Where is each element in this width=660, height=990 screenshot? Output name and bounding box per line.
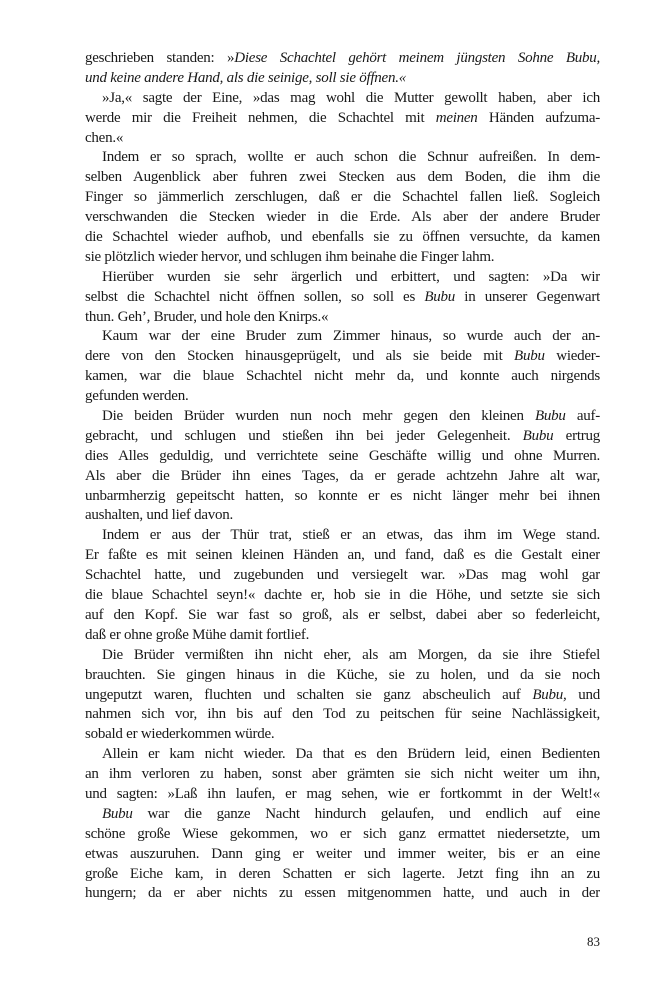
text-line — [85, 884, 600, 904]
text-run: in unserer Gegenwart — [455, 288, 600, 305]
text-line — [85, 865, 600, 885]
text-run: sie plötzlich wieder hervor, und schlugen ihm beinahe die Finger lahm. — [85, 248, 495, 265]
italic-text-run: und keine andere Hand, als die seinige, soll sie öffnen.« — [85, 69, 406, 86]
text-line — [85, 129, 600, 149]
text-run: und sagten: »Laß ihn laufen, er mag sehen, wie er fortkommt in der Welt!« — [85, 785, 600, 802]
text-line — [85, 805, 600, 825]
text-line — [85, 268, 600, 288]
italic-text-run: Bubu — [424, 288, 456, 305]
text-line — [85, 467, 600, 487]
text-line — [85, 745, 600, 765]
text-line — [85, 69, 600, 89]
text-line — [85, 606, 600, 626]
text-line — [85, 367, 600, 387]
text-run: wieder- — [544, 348, 600, 365]
text-line — [85, 845, 600, 865]
text-line — [85, 705, 600, 725]
text-line — [85, 566, 600, 586]
text-run: Händen aufzuma- — [477, 109, 600, 126]
text-run: an ihm verloren zu haben, sonst aber grämten sie sich nicht weiter um ihn, — [85, 766, 600, 783]
text-line — [85, 327, 600, 347]
text-line — [85, 526, 600, 546]
text-line — [85, 646, 600, 666]
text-line — [85, 387, 600, 407]
text-run: nahmen sich vor, ihn bis auf den Tod zu peitschen für seine Nachlässigkeit, — [85, 706, 600, 723]
text-run: Als aber die Brüder ihn eines Tages, da er gerade achtzehn Jahre alt war, — [85, 467, 600, 484]
text-line — [85, 208, 600, 228]
text-run: selbst die Schachtel nicht öffnen sollen, so soll es — [85, 288, 425, 305]
text-run: große Eiche kam, in deren Schatten er sich lagerte. Jetzt fing ihn an zu — [85, 865, 600, 882]
text-line — [85, 666, 600, 686]
text-run: Indem er so sprach, wollte er auch schon die Schnur aufreißen. In dem- — [102, 149, 600, 166]
text-line — [85, 407, 600, 427]
text-run: kamen, war die blaue Schachtel nicht mehr da, und konnte auch nirgends — [85, 368, 600, 385]
text-line — [85, 506, 600, 526]
text-run: daß er ohne große Mühe damit fortlief. — [85, 626, 310, 643]
text-run: chen.« — [85, 129, 124, 146]
text-line — [85, 686, 600, 706]
text-run: werde mir die Freiheit nehmen, die Schachtel mit — [85, 109, 436, 126]
text-run: Indem er aus der Thür trat, stieß er an etwas, das ihm im Wege stand. — [102, 527, 600, 544]
text-run: gebracht, und schlugen und stießen ihn bei jeder Gelegenheit. — [85, 427, 523, 444]
text-run: dies Alles geduldig, und verrichtete seine Geschäfte willig und ohne Murren. — [85, 447, 600, 464]
text-line — [85, 586, 600, 606]
italic-text-run: Bubu — [522, 427, 554, 444]
italic-text-run: Bubu — [534, 408, 566, 425]
text-line — [85, 347, 600, 367]
text-run: verschwanden die Stecken wieder in die Erde. Als aber der andere Bruder — [85, 209, 600, 226]
italic-text-run: Bubu, — [532, 686, 567, 703]
text-run: unbarmherzig gepeitscht hatten, so konnte er es nicht länger mehr bei ihnen — [85, 487, 600, 504]
page-text — [85, 49, 600, 904]
italic-text-run: Diese Schachtel gehört meinem jüngsten Sohne Bubu, — [234, 50, 600, 66]
text-line — [85, 626, 600, 646]
text-run: hungern; da er aber nichts zu essen mitgenommen hatte, und auch in der — [85, 885, 600, 902]
text-run: schöne große Wiese gekommen, wo er sich ganz ermattet niedersetzte, um — [85, 825, 600, 842]
text-run: ungeputzt waren, fluchten und schalten sie ganz abscheulich auf — [85, 686, 533, 703]
text-run: dere von den Stocken hinausgeprügelt, und als sie beide mit — [85, 348, 515, 365]
text-run: auf den Kopf. Sie war fast so groß, als er selbst, dabei aber so federleicht, — [85, 606, 600, 623]
text-run: aushalten, und lief davon. — [85, 507, 234, 524]
text-run: Kaum war der eine Bruder zum Zimmer hinaus, so wurde auch der an- — [102, 328, 600, 345]
text-line — [85, 546, 600, 566]
text-run: etwas auszuruhen. Dann ging er weiter und immer weiter, bis er an eine — [85, 845, 600, 862]
text-run: Allein er kam nicht wieder. Da that es den Brüdern leid, einen Bedienten — [102, 746, 600, 763]
text-line — [85, 49, 600, 69]
text-line — [85, 825, 600, 845]
text-line — [85, 765, 600, 785]
text-line — [85, 785, 600, 805]
text-line — [85, 109, 600, 129]
text-line — [85, 188, 600, 208]
text-run: Er faßte es mit seinen kleinen Händen an, und fand, daß es die Gestalt einer — [85, 547, 600, 564]
text-run: die blaue Schachtel seyn!« dachte er, hob sie in die Höhe, und setzte sie sich — [85, 587, 600, 604]
text-line — [85, 487, 600, 507]
text-line — [85, 228, 600, 248]
text-line — [85, 288, 600, 308]
text-line — [85, 248, 600, 268]
text-line — [85, 168, 600, 188]
text-line — [85, 148, 600, 168]
text-run: gefunden werden. — [85, 388, 189, 405]
text-run: und — [566, 686, 600, 703]
text-line — [85, 447, 600, 467]
text-run: auf- — [565, 408, 600, 425]
text-run: Hierüber wurden sie sehr ärgerlich und erbittert, und sagten: »Da wir — [102, 268, 600, 285]
text-run: geschrieben standen: » — [85, 50, 235, 66]
text-run: selben Augenblick aber fuhren zwei Stecken aus dem Boden, die ihm die — [85, 169, 600, 186]
text-run: »Ja,« sagte der Eine, »das mag wohl die Mutter gewollt haben, aber ich — [102, 89, 600, 106]
text-run: Die beiden Brüder wurden nun noch mehr gegen den kleinen — [102, 408, 535, 425]
text-run: brauchten. Sie gingen hinaus in die Küche, sie zu holen, und da sie noch — [85, 666, 600, 683]
text-run: die Schachtel wieder aufhob, und ebenfalls sie zu öffnen versuchte, da kamen — [85, 229, 600, 246]
italic-text-run: meinen — [435, 109, 478, 126]
text-line — [85, 427, 600, 447]
text-run: thun. Geh’, Bruder, und hole den Knirps.« — [85, 308, 329, 325]
page-number: 83 — [587, 934, 600, 949]
text-line — [85, 725, 600, 745]
italic-text-run: Bubu — [514, 348, 545, 365]
text-run: Finger so jämmerlich zerschlugen, daß er die Schachtel fallen ließ. Sogleich — [85, 189, 600, 206]
text-run: Schachtel hatte, und zugebunden und versiegelt war. »Das mag wohl gar — [85, 567, 600, 584]
text-run: Die Brüder vermißten ihn nicht eher, als am Morgen, da sie ihre Stiefel — [102, 646, 600, 663]
italic-text-run: Bubu — [102, 805, 133, 822]
text-line — [85, 308, 600, 328]
text-run: ertrug — [553, 427, 600, 444]
text-run: sobald er wiederkommen würde. — [85, 726, 275, 743]
text-line — [85, 89, 600, 109]
text-run: war die ganze Nacht hindurch gelaufen, und endlich auf eine — [132, 805, 600, 822]
